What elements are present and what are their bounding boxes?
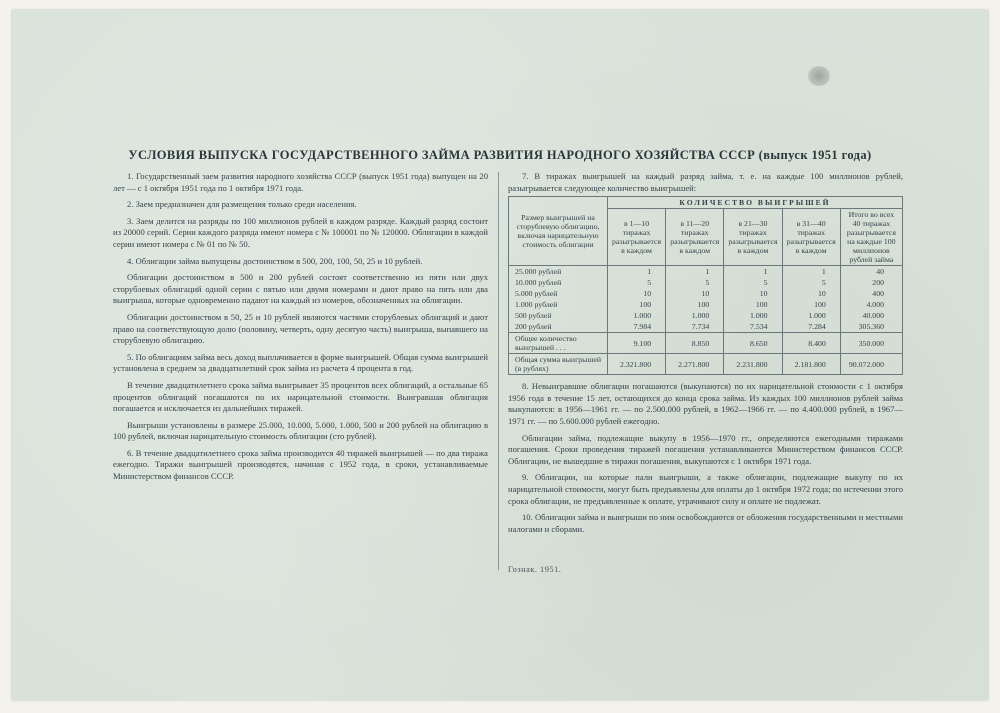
row-label: 5.000 рублей bbox=[509, 288, 608, 299]
row-label: Общая сумма выигрышей (в рублях) bbox=[509, 354, 608, 375]
paragraph-8: 8. Невыигравшие облигации погашаются (выкупаются) по их нарицательной стоимости с 1 октября 1956 года в течение 15 лет, остающихся до конца срока займа. Из каждых 100 миллионов рублей займа выкупаются: в 1956—1961 гг. — по 2.500.000 рублей, в 1962—1966 гг. — по 4.400.000 рублей, в 1967—1971 гг. — по 5.600.000 рублей ежегодно. bbox=[508, 381, 903, 426]
left-column bbox=[113, 171, 488, 488]
paragraph-7: 7. В тиражах выигрышей на каждый разряд займа, т. е. на каждые 100 миллионов рублей, разыгрывается следующее количество выигрышей: bbox=[508, 171, 903, 193]
cell: 40.000 bbox=[840, 310, 902, 321]
paragraph-4b: Облигации достоинством в 50, 25 и 10 рублей являются частями сторублевых облигаций и дают право на соответствующую долю (половину, четверть, одну десятую часть) выигрыша, выпавшего на сторублевую облигацию. bbox=[113, 311, 488, 346]
cell: 1 bbox=[724, 266, 782, 278]
cell: 400 bbox=[840, 288, 902, 299]
cell: 100 bbox=[724, 299, 782, 310]
table-row bbox=[509, 288, 903, 299]
table-row bbox=[509, 321, 903, 333]
cell: 7.284 bbox=[782, 321, 840, 333]
cell: 305.360 bbox=[840, 321, 902, 333]
draws-1-10-header: в 1—10 тиражах разыгрывается в каждом bbox=[608, 209, 666, 266]
cell: 1 bbox=[666, 266, 724, 278]
cell: 9.100 bbox=[608, 333, 666, 354]
paragraph-4: 4. Облигации займа выпущены достоинством в 500, 200, 100, 50, 25 и 10 рублей. bbox=[127, 255, 423, 266]
cell: 5 bbox=[666, 277, 724, 288]
cell: 2.181.800 bbox=[782, 354, 840, 375]
cell: 1.000 bbox=[666, 310, 724, 321]
paragraph-8a: Облигации займа, подлежащие выкупу в 1956—1970 гг., определяются ежегодными тиражами погашения. Сроки проведения тиражей погашения устанавливаются Министерством финансов СССР. Облигации, не вышедшие в тиражи погашения, выкупаются с 1 октября 1971 года. bbox=[508, 432, 903, 466]
cell: 7.534 bbox=[724, 321, 782, 333]
row-label: 500 рублей bbox=[509, 310, 608, 321]
cell: 8.850 bbox=[666, 333, 724, 354]
paragraph-5: 5. По облигациям займа весь доход выплачивается в форме выигрышей. Общая сумма выигрышей установлена в среднем за двадцатилетний срок займа из расчета 4 процента в год. bbox=[113, 351, 489, 374]
paragraph-5b: Выигрыши установлены в размере 25.000, 10.000, 5.000, 1.000, 500 и 200 рублей на облигацию в 100 рублей, включая нарицательную стоимость облигации (сто рублей). bbox=[113, 419, 488, 442]
cell: 100 bbox=[608, 299, 666, 310]
cell: 10 bbox=[782, 288, 840, 299]
cell: 2.231.800 bbox=[724, 354, 782, 375]
row-label: 200 рублей bbox=[509, 321, 608, 333]
table-row bbox=[509, 266, 903, 278]
cell: 7.734 bbox=[666, 321, 724, 333]
cell: 1 bbox=[608, 266, 666, 278]
prize-count-header: КОЛИЧЕСТВО ВЫИГРЫШЕЙ bbox=[608, 197, 903, 209]
cell: 1 bbox=[782, 266, 840, 278]
paper-stain bbox=[808, 66, 830, 86]
cell: 4.000 bbox=[840, 299, 902, 310]
paragraph-2: 2. Заем предназначен для размещения только среди населения. bbox=[127, 199, 357, 210]
prize-table bbox=[508, 196, 903, 375]
paragraph-6: 6. В течение двадцатилетнего срока займа производится 40 тиражей выигрышей — по два тиража ежегодно. Тиражи выигрышей производятся, начиная с 1952 года, в сроки, устанавливаемые Министерством финансов СССР. bbox=[113, 447, 488, 482]
cell: 1.000 bbox=[782, 310, 840, 321]
cell: 100 bbox=[666, 299, 724, 310]
cell: 90.072.000 bbox=[840, 354, 902, 375]
cell: 8.650 bbox=[724, 333, 782, 354]
paragraph-5a: В течение двадцатилетнего срока займа выигрывает 35 процентов всех облигаций, а остальные 65 процентов облигаций погашаются по их нарицательной стоимости. Выигравшая облигация погашается и исключается из дальнейших тиражей. bbox=[113, 379, 488, 414]
row-label: 10.000 рублей bbox=[509, 277, 608, 288]
cell: 10 bbox=[724, 288, 782, 299]
document-title: УСЛОВИЯ ВЫПУСКА ГОСУДАРСТВЕННОГО ЗАЙМА РАЗВИТИЯ НАРОДНОГО ХОЗЯЙСТВА СССР (выпуск 1951 года) bbox=[128, 148, 872, 162]
draws-11-20-header: в 11—20 тиражах разыгрывается в каждом bbox=[666, 209, 724, 266]
paragraph-9: 9. Облигации, на которые пали выигрыши, а также облигации, подлежащие выкупу по их нарицательной стоимости, могут быть предъявлены для оплаты до 1 октября 1972 года; по истечении этого срока облигации, не предъявленные к оплате, утрачивают силу и оплате не подлежат. bbox=[508, 472, 903, 506]
right-column bbox=[508, 171, 903, 540]
printer-imprint: Гознак. 1951. bbox=[508, 565, 562, 574]
cell: 5 bbox=[608, 277, 666, 288]
cell: 5 bbox=[782, 277, 840, 288]
cell: 350.000 bbox=[840, 333, 902, 354]
cell: 200 bbox=[840, 277, 902, 288]
prize-size-header: Размер выигрышей на сторублевую облигацию, включая нарицательную стоимость облигации bbox=[509, 197, 608, 266]
cell: 1.000 bbox=[608, 310, 666, 321]
cell: 1.000 bbox=[724, 310, 782, 321]
cell: 40 bbox=[840, 266, 902, 278]
draws-31-40-header: в 31—40 тиражах разыгрывается в каждом bbox=[782, 209, 840, 266]
cell: 5 bbox=[724, 277, 782, 288]
row-label: 25.000 рублей bbox=[509, 266, 608, 278]
paragraph-4a: Облигации достоинством в 500 и 200 рублей состоят соответственно из пяти или двух сторублевых облигаций одной серии с пятью или двумя номерами и дают право на пять или два выигрыша, которые одновременно падают на каждый из номеров, обозначенных на облигации. bbox=[113, 272, 488, 306]
paragraph-1: 1. Государственный заем развития народного хозяйства СССР (выпуск 1951 года) выпущен на 20 лет — с 1 октября 1951 года по 1 октября 1971 года. bbox=[113, 171, 488, 193]
cell: 10 bbox=[666, 288, 724, 299]
total-count-row bbox=[509, 333, 903, 354]
total-sum-row bbox=[509, 354, 903, 375]
row-label: 1.000 рублей bbox=[509, 299, 608, 310]
cell: 8.400 bbox=[782, 333, 840, 354]
paragraph-10: 10. Облигации займа и выигрыши по ним освобождаются от обложения государственными и местными налогами и сборами. bbox=[508, 512, 903, 534]
total-40-draws-header: Итого во всех 40 тиражах разыгрывается на каждые 100 миллионов рублей займа bbox=[840, 209, 902, 266]
cell: 10 bbox=[608, 288, 666, 299]
draws-21-30-header: в 21—30 тиражах разыгрывается в каждом bbox=[724, 209, 782, 266]
paragraph-3: 3. Заем делится на разряды по 100 миллионов рублей в каждом разряде. Каждый разряд состоит из 20000 серий. Серии каждого разряда имеют номера с № 100001 по № 120000. Облигации в каждой серии имеют номера с № 01 по № 50. bbox=[113, 215, 488, 249]
column-divider bbox=[498, 172, 499, 570]
cell: 2.321.800 bbox=[608, 354, 666, 375]
row-label: Общее количество выигрышей . . . bbox=[509, 333, 608, 354]
table-row bbox=[509, 299, 903, 310]
cell: 7.984 bbox=[608, 321, 666, 333]
cell: 100 bbox=[782, 299, 840, 310]
cell: 2.271.800 bbox=[666, 354, 724, 375]
table-row bbox=[509, 277, 903, 288]
table-row bbox=[509, 310, 903, 321]
